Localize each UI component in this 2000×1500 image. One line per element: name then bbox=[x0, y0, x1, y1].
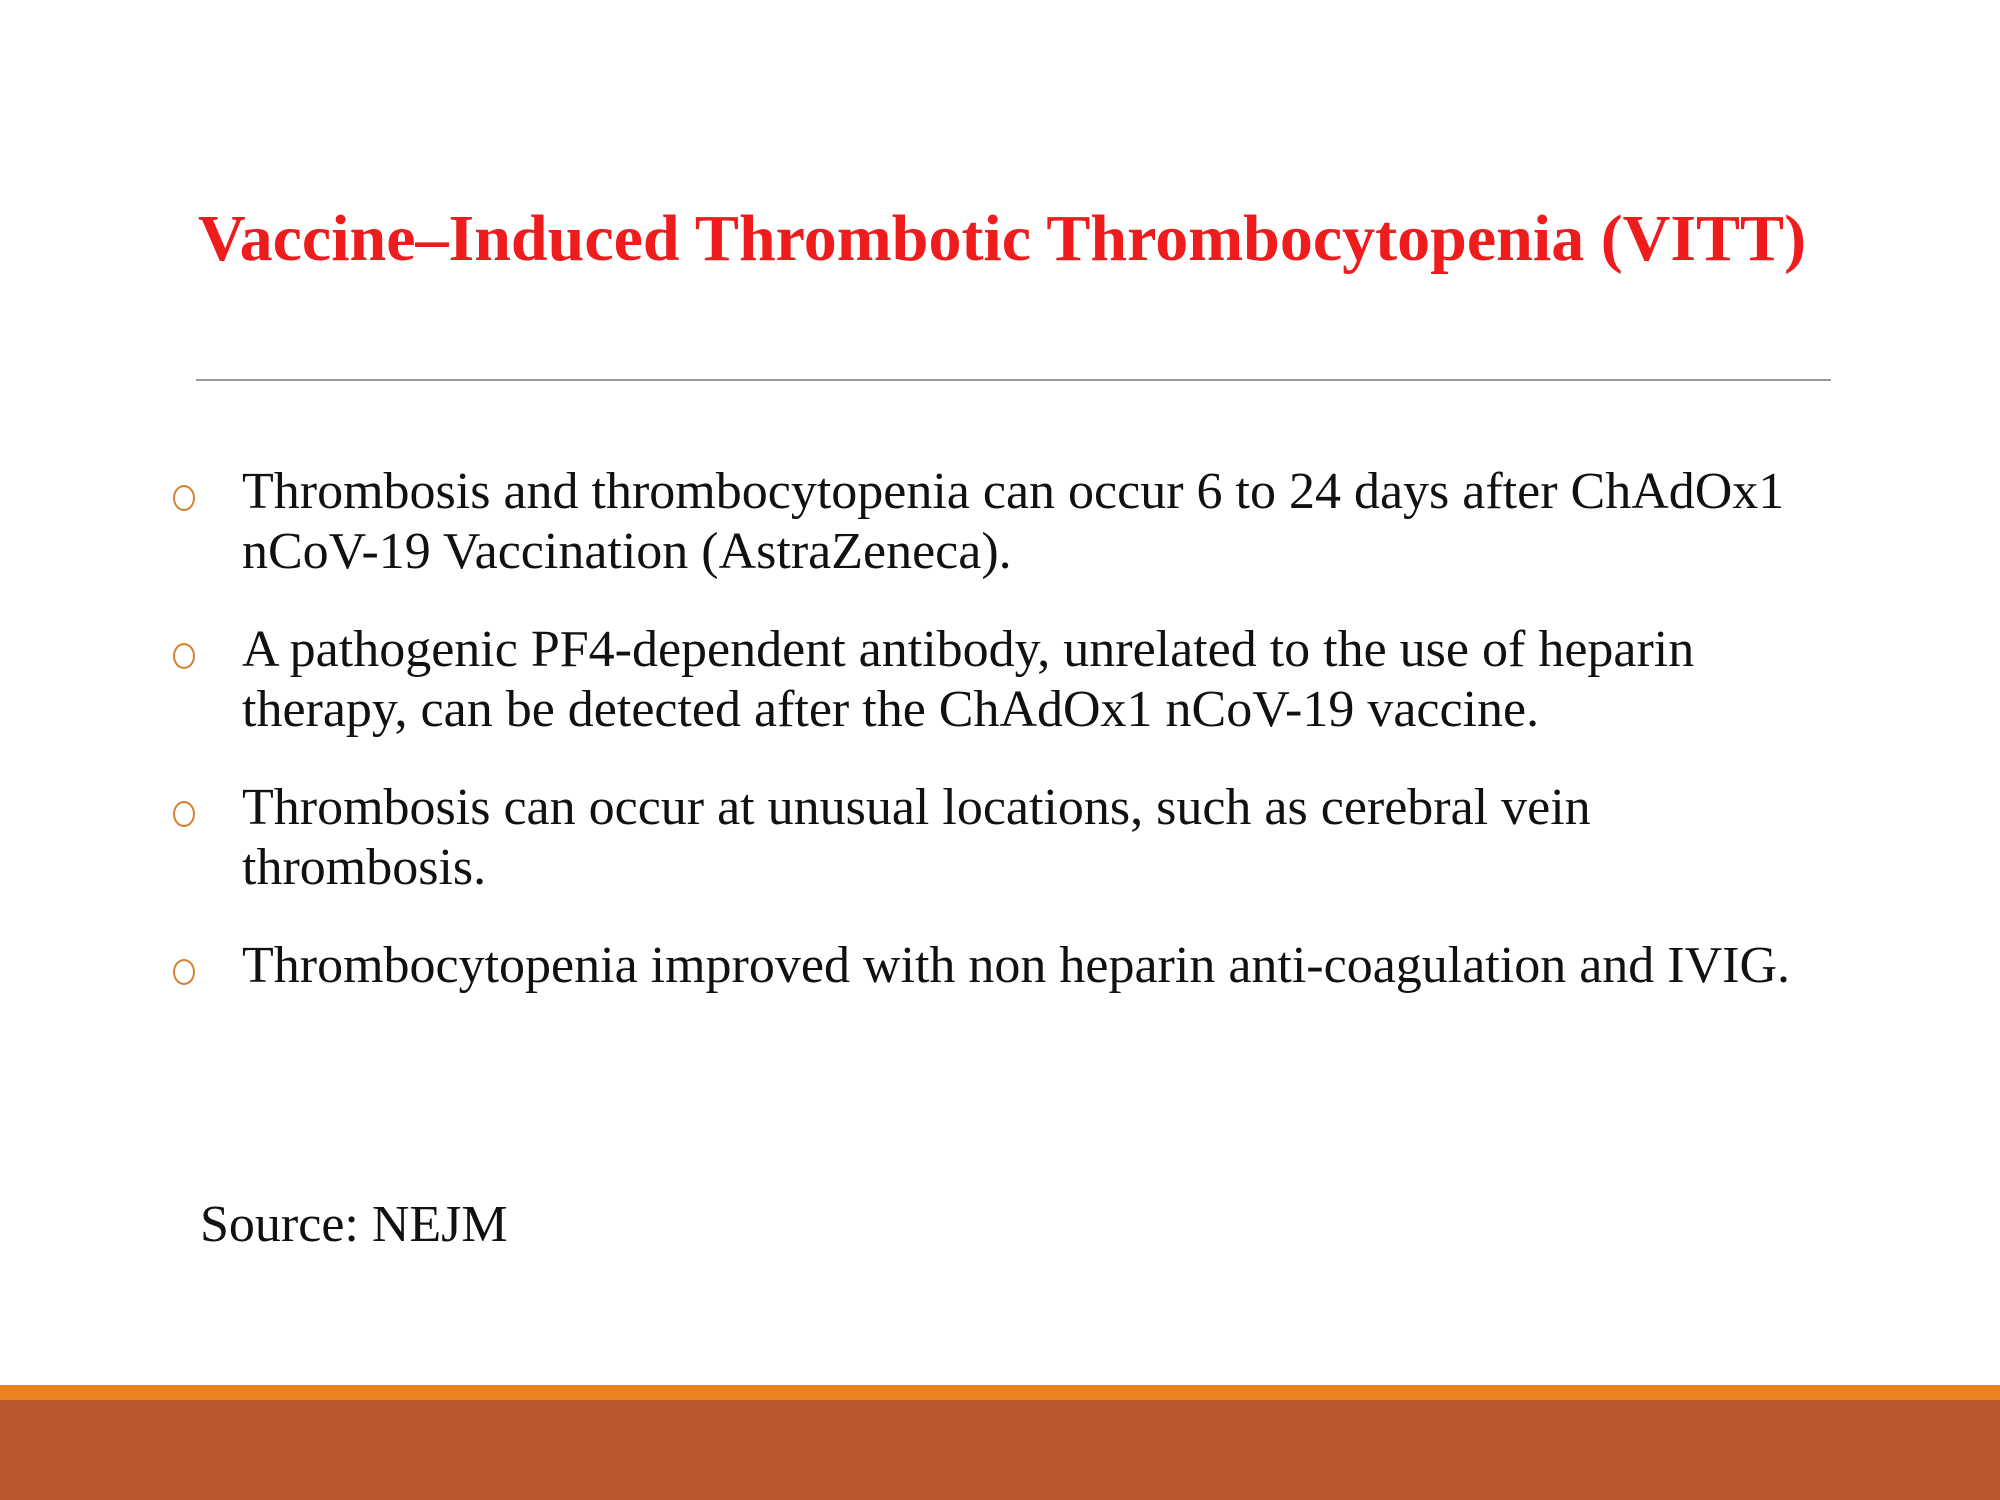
circle-bullet-icon bbox=[173, 959, 195, 985]
bullet-text: Thrombosis can occur at unusual locations, such as cerebral vein thrombosis. bbox=[242, 779, 1591, 896]
bullet-text: Thrombocytopenia improved with non heparin anti-coagulation and IVIG. bbox=[242, 937, 1791, 994]
bullet-item bbox=[173, 620, 1833, 740]
footer-band bbox=[0, 1400, 2000, 1500]
bullet-text: A pathogenic PF4-dependent antibody, unrelated to the use of heparin therapy, can be detected after the ChAdOx1 nCoV-19 vaccine. bbox=[242, 621, 1695, 738]
bullet-text: Thrombosis and thrombocytopenia can occur 6 to 24 days after ChAdOx1 nCoV-19 Vaccination (AstraZeneca). bbox=[242, 463, 1785, 580]
bullet-item bbox=[173, 462, 1833, 582]
circle-bullet-icon bbox=[173, 643, 195, 669]
bullet-item bbox=[173, 778, 1833, 898]
slide-title: Vaccine–Induced Thrombotic Thrombocytopenia (VITT) bbox=[198, 202, 1807, 275]
source-citation: Source: NEJM bbox=[200, 1196, 508, 1253]
bullet-item bbox=[173, 936, 1833, 996]
circle-bullet-icon bbox=[173, 801, 195, 827]
footer-accent-band bbox=[0, 1385, 2000, 1400]
title-divider bbox=[196, 379, 1831, 381]
bullet-list bbox=[173, 462, 1833, 1034]
circle-bullet-icon bbox=[173, 485, 195, 511]
